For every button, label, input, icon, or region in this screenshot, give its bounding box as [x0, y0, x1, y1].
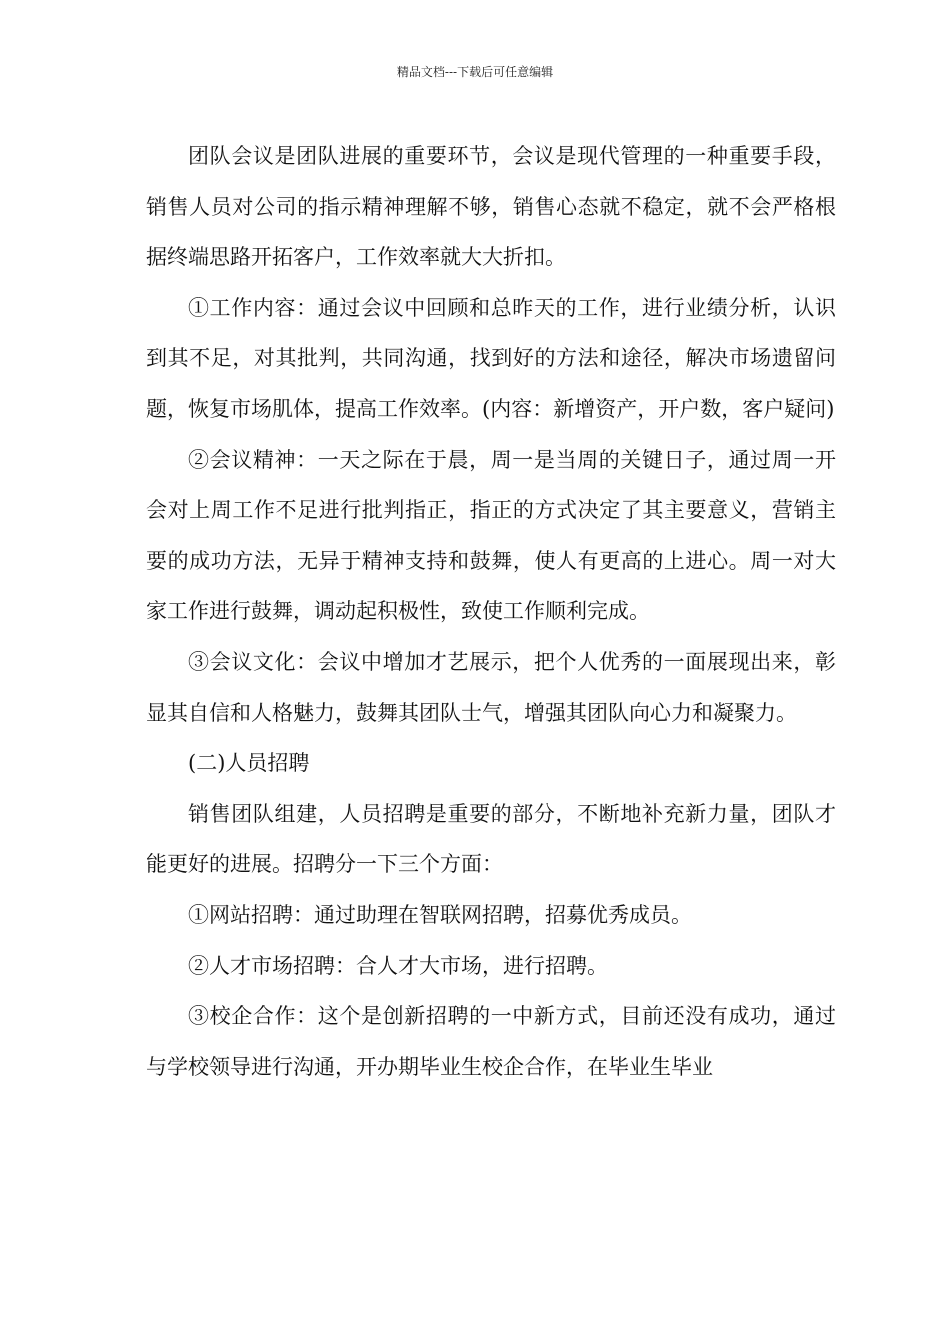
paragraph-school-enterprise-cooperation: ③校企合作：这个是创新招聘的一中新方式，目前还没有成功，通过与学校领导进行沟通，开办期毕业生校企合作，在毕业生毕业 — [146, 1004, 836, 1079]
paragraph-recruitment-intro: 销售团队组建，人员招聘是重要的部分，不断地补充新力量，团队才能更好的进展。招聘分一下三个方面： — [146, 801, 836, 877]
document-body — [146, 131, 836, 1092]
section-heading-recruitment: (二)人员招聘 — [188, 751, 310, 776]
paragraph-work-content: ①工作内容：通过会议中回顾和总昨天的工作，进行业绩分析，认识到其不足，对其批判，共同沟通，找到好的方法和途径，解决市场遗留问题，恢复市场肌体，提高工作效率。(内容：新增资产，开户数，客户疑问) — [146, 295, 836, 421]
paragraph-web-recruitment: ①网站招聘：通过助理在智联网招聘，招募优秀成员。 — [188, 902, 692, 927]
page-header: 精品文档---下载后可任意编辑 — [396, 65, 554, 79]
paragraph-talent-market-recruitment: ②人才市场招聘：合人才大市场，进行招聘。 — [188, 953, 608, 978]
paragraph-team-meeting: 团队会议是团队进展的重要环节，会议是现代管理的一种重要手段，销售人员对公司的指示精神理解不够，销售心态就不稳定，就不会严格根据终端思路开拓客户，工作效率就大大折扣。 — [146, 144, 836, 270]
paragraph-meeting-culture: ③会议文化：会议中增加才艺展示，把个人优秀的一面展现出来，彰显其自信和人格魅力，鼓舞其团队士气，增强其团队向心力和凝聚力。 — [146, 649, 836, 725]
paragraph-meeting-spirit: ②会议精神：一天之际在于晨，周一是当周的关键日子，通过周一开会对上周工作不足进行批判指正，指正的方式决定了其主要意义，营销主要的成功方法，无异于精神支持和鼓舞，使人有更高的上进心。周一对大家工作进行鼓舞，调动起积极性，致使工作顺利完成。 — [146, 447, 836, 624]
